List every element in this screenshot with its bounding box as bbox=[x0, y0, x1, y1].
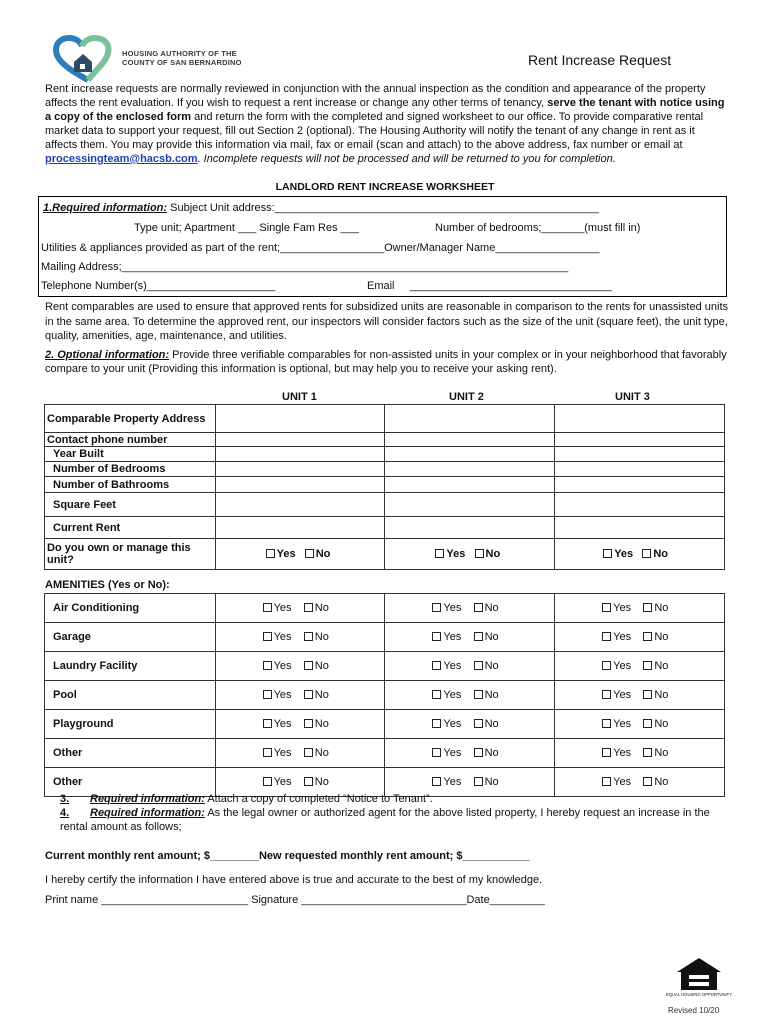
yes-checkbox[interactable] bbox=[432, 603, 441, 612]
yes-label: Yes bbox=[443, 689, 462, 701]
yes-label: Yes bbox=[273, 631, 292, 643]
no-label: No bbox=[654, 747, 669, 759]
yes-label: Yes bbox=[443, 747, 462, 759]
no-checkbox[interactable] bbox=[475, 549, 484, 558]
signature-line[interactable]: Print name ________________________ Signature ___________________________Date_________ bbox=[45, 894, 545, 906]
type-unit-line[interactable]: Type unit; Apartment ___ Single Fam Res ___ bbox=[134, 222, 360, 234]
yes-checkbox[interactable] bbox=[602, 661, 611, 670]
no-checkbox[interactable] bbox=[474, 632, 483, 641]
bedrooms-line[interactable]: Number of bedrooms;_______(must fill in) bbox=[435, 222, 641, 234]
yes-checkbox[interactable] bbox=[263, 748, 272, 757]
unit3-own-cell: Yes No bbox=[555, 539, 725, 570]
no-checkbox[interactable] bbox=[304, 690, 313, 699]
unit3-amenity-cell bbox=[555, 710, 725, 739]
yes-checkbox[interactable] bbox=[432, 777, 441, 786]
no-checkbox[interactable] bbox=[304, 748, 313, 757]
unit2-bathrooms-cell[interactable] bbox=[385, 477, 555, 493]
amenities-title: AMENITIES (Yes or No): bbox=[45, 579, 170, 591]
unit1-year-cell[interactable] bbox=[215, 447, 385, 462]
unit-3-header: UNIT 3 bbox=[615, 391, 650, 403]
no-label: No bbox=[314, 631, 329, 643]
yes-checkbox[interactable] bbox=[432, 690, 441, 699]
unit3-amenity-cell bbox=[555, 739, 725, 768]
no-label: No bbox=[654, 631, 669, 643]
yes-checkbox[interactable] bbox=[602, 603, 611, 612]
unit1-phone-cell[interactable] bbox=[215, 433, 385, 447]
amenity-label: Garage bbox=[45, 623, 216, 652]
no-label: No bbox=[654, 660, 669, 672]
no-label: No bbox=[314, 689, 329, 701]
no-checkbox[interactable] bbox=[304, 661, 313, 670]
unit1-sqft-cell[interactable] bbox=[215, 493, 385, 517]
unit2-amenity-cell bbox=[385, 681, 555, 710]
amenity-label: Laundry Facility bbox=[45, 652, 216, 681]
no-label: No bbox=[484, 718, 499, 730]
optional-info: 2. Optional information: Provide three verifiable comparables for non-assisted units in your complex or in your neighborhood that favorably compare to your unit (Providing this information is optional, but may help you to receive your asking rent). bbox=[45, 349, 727, 375]
no-checkbox[interactable] bbox=[474, 603, 483, 612]
yes-label: Yes bbox=[613, 747, 632, 759]
subject-address-line[interactable]: 1.Required information: Subject Unit address:_____________________________________________________ bbox=[43, 202, 599, 214]
intro-paragraph: Rent increase requests are normally reviewed in conjunction with the annual inspection as the condition and appearance of the property affects the rent evaluation. If you wish to request a rent increase or change any other terms of tenancy, serve the tenant with notice using a copy of the enclosed form and return the form with the completed and signed worksheet to our office. To provide comparative rental market data to support your request, fill out Section 2 (optional). The Housing Authority will notify the tenant of any change in rent as it affects them. You may provide this information via mail, fax or email (scan and attach) to the above address, fax number or email at processingteam@hacsb.com. Incomplete requests will not be processed and will be returned to you for completion. bbox=[45, 83, 725, 165]
unit3-phone-cell[interactable] bbox=[555, 433, 725, 447]
yes-label: Yes bbox=[443, 602, 462, 614]
required-info-3-4: 3. Required information: Attach a copy of completed “Notice to Tenant”. 4. Required information: As the legal owner or authorized agent for the above listed property, I hereby request an increase in the rental amount as follows; bbox=[60, 793, 710, 833]
no-label: No bbox=[314, 747, 329, 759]
unit2-amenity-cell bbox=[385, 623, 555, 652]
no-checkbox[interactable] bbox=[642, 549, 651, 558]
unit2-address-cell[interactable] bbox=[385, 405, 555, 433]
no-checkbox[interactable] bbox=[643, 690, 652, 699]
page-title: Rent Increase Request bbox=[528, 52, 672, 68]
no-checkbox[interactable] bbox=[643, 777, 652, 786]
table-row-label: Year Built bbox=[45, 447, 216, 462]
unit1-own-cell: Yes No bbox=[215, 539, 385, 570]
amenity-row bbox=[45, 623, 725, 652]
unit-1-header: UNIT 1 bbox=[282, 391, 317, 403]
table-row-label: Number of Bedrooms bbox=[45, 462, 216, 477]
org-name: HOUSING AUTHORITY OF THE COUNTY OF SAN BERNARDINO bbox=[122, 49, 242, 67]
yes-checkbox[interactable] bbox=[263, 777, 272, 786]
yes-label: Yes bbox=[613, 602, 632, 614]
yes-checkbox[interactable] bbox=[432, 719, 441, 728]
unit3-sqft-cell[interactable] bbox=[555, 493, 725, 517]
no-checkbox[interactable] bbox=[304, 777, 313, 786]
unit1-amenity-cell bbox=[215, 681, 385, 710]
no-checkbox[interactable] bbox=[474, 690, 483, 699]
amenity-label: Air Conditioning bbox=[45, 594, 216, 623]
yes-label: Yes bbox=[273, 718, 292, 730]
unit2-sqft-cell[interactable] bbox=[385, 493, 555, 517]
yes-label: Yes bbox=[273, 660, 292, 672]
unit1-amenity-cell bbox=[215, 652, 385, 681]
amenity-row bbox=[45, 739, 725, 768]
eho-text: EQUAL HOUSING OPPORTUNITY bbox=[665, 992, 733, 997]
yes-label: Yes bbox=[273, 602, 292, 614]
unit2-amenity-cell bbox=[385, 652, 555, 681]
unit2-bedrooms-cell[interactable] bbox=[385, 462, 555, 477]
utilities-line[interactable]: Utilities & appliances provided as part of the rent;_________________Owner/Manager Name_________________ bbox=[41, 242, 600, 254]
yes-label: Yes bbox=[613, 660, 632, 672]
unit1-address-cell[interactable] bbox=[215, 405, 385, 433]
no-label: No bbox=[484, 689, 499, 701]
no-label: No bbox=[484, 776, 499, 788]
no-label: No bbox=[314, 602, 329, 614]
no-label: No bbox=[654, 602, 669, 614]
yes-checkbox[interactable] bbox=[602, 777, 611, 786]
unit2-own-cell: Yes No bbox=[385, 539, 555, 570]
table-row-label: Do you own or manage this unit? bbox=[45, 539, 216, 570]
telephone-line[interactable]: Telephone Number(s)_____________________ bbox=[41, 280, 276, 292]
unit3-amenity-cell bbox=[555, 681, 725, 710]
no-checkbox[interactable] bbox=[474, 719, 483, 728]
equal-housing-icon bbox=[665, 956, 733, 1002]
amenity-label: Other bbox=[45, 768, 216, 797]
amenity-label: Playground bbox=[45, 710, 216, 739]
required-info-box bbox=[38, 196, 727, 297]
no-label: No bbox=[314, 660, 329, 672]
yes-checkbox[interactable] bbox=[432, 661, 441, 670]
no-checkbox[interactable] bbox=[643, 748, 652, 757]
yes-label: Yes bbox=[443, 776, 462, 788]
yes-checkbox[interactable] bbox=[266, 549, 275, 558]
no-checkbox[interactable] bbox=[643, 603, 652, 612]
yes-label: Yes bbox=[613, 689, 632, 701]
mailing-address-line[interactable]: Mailing Address;_________________________________________________________________________ bbox=[41, 261, 569, 273]
yes-label: Yes bbox=[613, 776, 632, 788]
unit2-year-cell[interactable] bbox=[385, 447, 555, 462]
yes-checkbox[interactable] bbox=[602, 690, 611, 699]
comparables-table bbox=[44, 404, 725, 570]
unit3-amenity-cell bbox=[555, 623, 725, 652]
yes-label: Yes bbox=[443, 631, 462, 643]
revised-date: Revised 10/20 bbox=[668, 1006, 720, 1015]
comparables-explanation: Rent comparables are used to ensure that approved rents for subsidized units are reasonable in comparison to the rents for unassisted units in the same area. To determine the approved rent, our inspectors will consider factors such as the size of the unit (square feet), the unit type, quality, amenities, age, maintenance, and utilities. bbox=[45, 301, 728, 342]
unit1-amenity-cell bbox=[215, 710, 385, 739]
no-checkbox[interactable] bbox=[304, 603, 313, 612]
yes-label: Yes bbox=[273, 747, 292, 759]
unit1-amenity-cell bbox=[215, 739, 385, 768]
unit2-amenity-cell bbox=[385, 710, 555, 739]
unit1-bathrooms-cell[interactable] bbox=[215, 477, 385, 493]
amenities-table bbox=[44, 593, 725, 797]
no-label: No bbox=[484, 660, 499, 672]
yes-label: Yes bbox=[613, 718, 632, 730]
amenity-row bbox=[45, 710, 725, 739]
unit3-amenity-cell bbox=[555, 652, 725, 681]
no-checkbox[interactable] bbox=[643, 661, 652, 670]
yes-checkbox[interactable] bbox=[432, 748, 441, 757]
unit1-rent-cell[interactable] bbox=[215, 517, 385, 539]
no-checkbox[interactable] bbox=[474, 748, 483, 757]
no-checkbox[interactable] bbox=[474, 777, 483, 786]
no-label: No bbox=[314, 776, 329, 788]
amenity-row bbox=[45, 594, 725, 623]
yes-checkbox[interactable] bbox=[263, 719, 272, 728]
unit-2-header: UNIT 2 bbox=[449, 391, 484, 403]
yes-checkbox[interactable] bbox=[435, 549, 444, 558]
table-row-label: Square Feet bbox=[45, 493, 216, 517]
no-checkbox[interactable] bbox=[643, 719, 652, 728]
no-label: No bbox=[484, 631, 499, 643]
yes-checkbox[interactable] bbox=[263, 690, 272, 699]
amenity-row bbox=[45, 652, 725, 681]
unit3-address-cell[interactable] bbox=[555, 405, 725, 433]
table-row-label: Number of Bathrooms bbox=[45, 477, 216, 493]
no-checkbox[interactable] bbox=[304, 632, 313, 641]
yes-label: Yes bbox=[613, 631, 632, 643]
yes-checkbox[interactable] bbox=[263, 603, 272, 612]
no-label: No bbox=[654, 718, 669, 730]
table-row-label: Current Rent bbox=[45, 517, 216, 539]
email-line[interactable]: Email _________________________________ bbox=[367, 280, 612, 292]
worksheet-title: LANDLORD RENT INCREASE WORKSHEET bbox=[275, 181, 495, 193]
yes-checkbox[interactable] bbox=[263, 661, 272, 670]
yes-label: Yes bbox=[443, 660, 462, 672]
unit3-bedrooms-cell[interactable] bbox=[555, 462, 725, 477]
no-label: No bbox=[654, 689, 669, 701]
yes-checkbox[interactable] bbox=[602, 719, 611, 728]
unit1-amenity-cell bbox=[215, 594, 385, 623]
unit1-amenity-cell bbox=[215, 623, 385, 652]
unit2-amenity-cell bbox=[385, 739, 555, 768]
email-link[interactable]: processingteam@hacsb.com bbox=[45, 153, 198, 165]
yes-checkbox[interactable] bbox=[602, 632, 611, 641]
unit3-year-cell[interactable] bbox=[555, 447, 725, 462]
yes-label: Yes bbox=[273, 689, 292, 701]
unit2-amenity-cell bbox=[385, 594, 555, 623]
table-row-label: Comparable Property Address bbox=[45, 405, 216, 433]
yes-checkbox[interactable] bbox=[263, 632, 272, 641]
unit1-bedrooms-cell[interactable] bbox=[215, 462, 385, 477]
no-label: No bbox=[654, 776, 669, 788]
yes-label: Yes bbox=[273, 776, 292, 788]
yes-label: Yes bbox=[443, 718, 462, 730]
no-label: No bbox=[484, 747, 499, 759]
no-label: No bbox=[314, 718, 329, 730]
unit3-amenity-cell bbox=[555, 594, 725, 623]
yes-checkbox[interactable] bbox=[603, 549, 612, 558]
amenity-row bbox=[45, 681, 725, 710]
unit2-rent-cell[interactable] bbox=[385, 517, 555, 539]
no-label: No bbox=[484, 602, 499, 614]
unit3-rent-cell[interactable] bbox=[555, 517, 725, 539]
yes-checkbox[interactable] bbox=[602, 748, 611, 757]
no-checkbox[interactable] bbox=[643, 632, 652, 641]
no-checkbox[interactable] bbox=[305, 549, 314, 558]
no-checkbox[interactable] bbox=[474, 661, 483, 670]
yes-checkbox[interactable] bbox=[432, 632, 441, 641]
amenity-label: Pool bbox=[45, 681, 216, 710]
unit3-bathrooms-cell[interactable] bbox=[555, 477, 725, 493]
certification-text: I hereby certify the information I have entered above is true and accurate to the best of my knowledge. bbox=[45, 874, 543, 886]
table-row-label: Contact phone number bbox=[45, 433, 216, 447]
amenity-label: Other bbox=[45, 739, 216, 768]
no-checkbox[interactable] bbox=[304, 719, 313, 728]
unit2-phone-cell[interactable] bbox=[385, 433, 555, 447]
rent-amount-line[interactable]: Current monthly rent amount; $________New requested monthly rent amount; $___________ bbox=[45, 850, 530, 862]
